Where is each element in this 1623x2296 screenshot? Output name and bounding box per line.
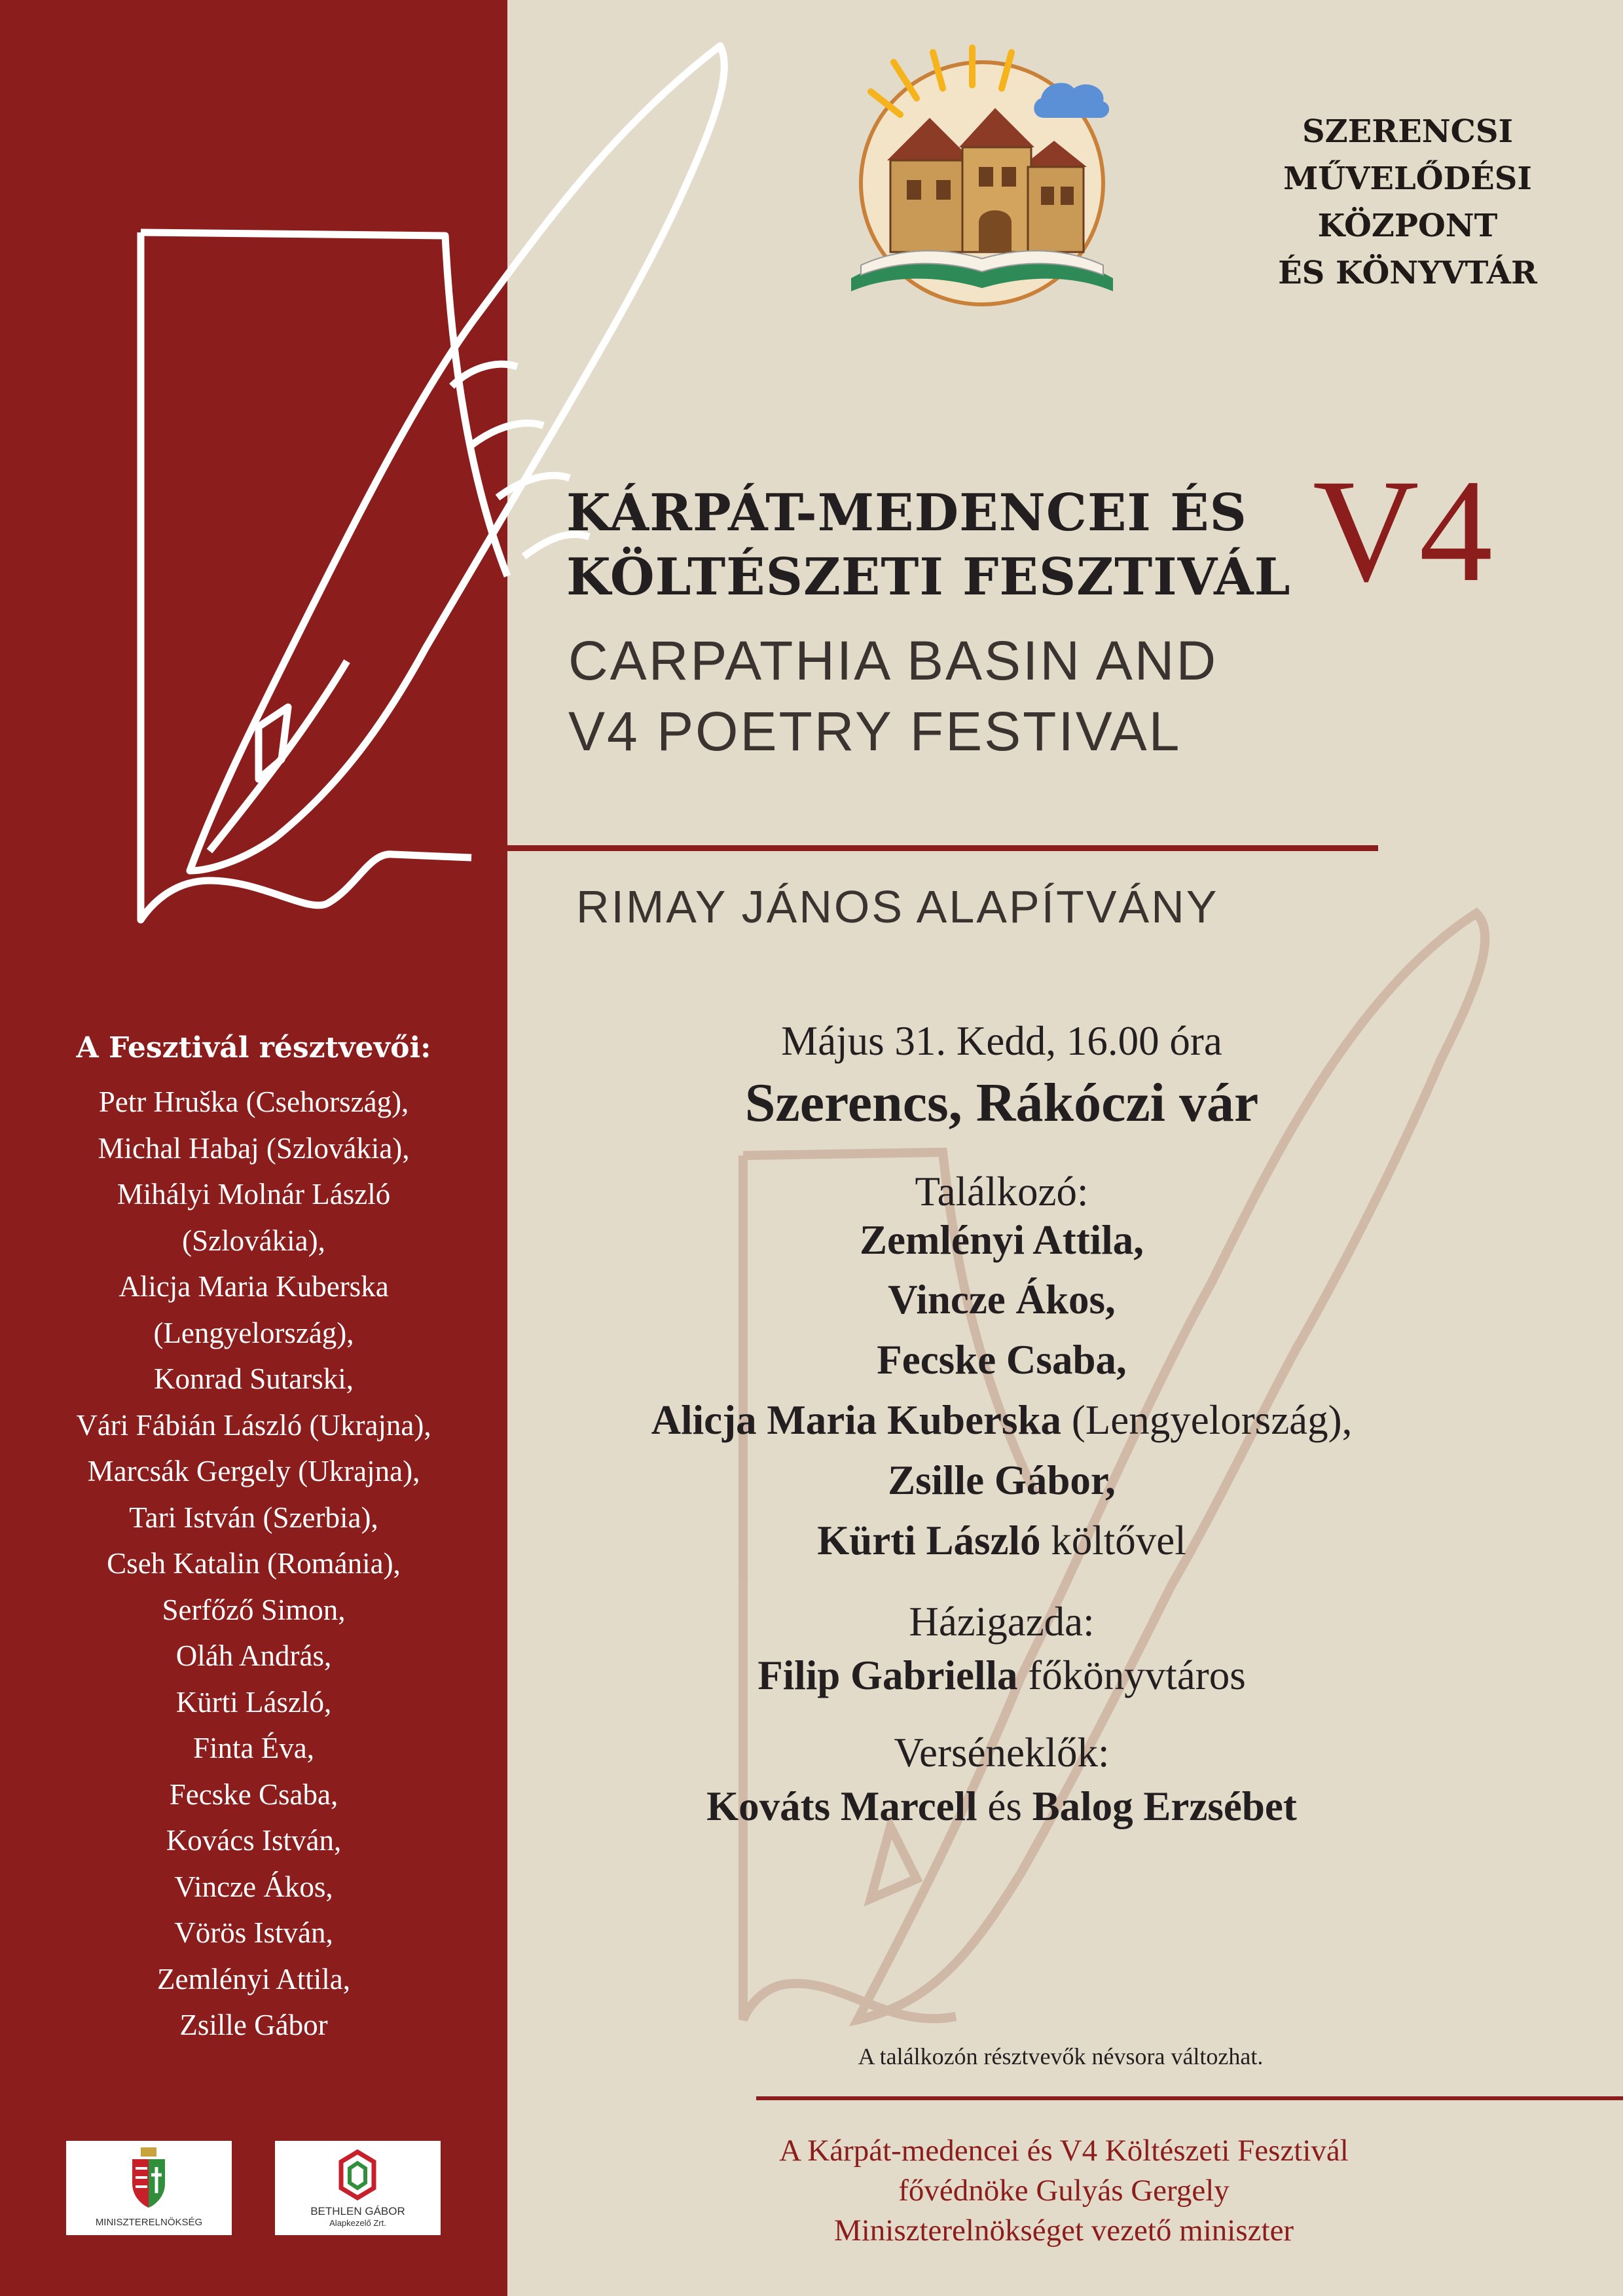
participant: (Lengyelország), (153, 1316, 354, 1349)
bethlen-caption: BETHLEN GÁBOR (310, 2205, 405, 2217)
v4-mark: V4 (1313, 448, 1493, 612)
change-note: A találkozón résztvevők névsora változhat. (858, 2043, 1264, 2069)
participant: Zsille Gábor (179, 2009, 328, 2041)
participants-title: A Fesztivál résztvevői: (76, 1031, 431, 1065)
participant: Vincze Ákos, (174, 1870, 333, 1903)
host (563, 1648, 1440, 1703)
singers-and: és (977, 1783, 1032, 1829)
title-en-line: V4 POETRY FESTIVAL (568, 701, 1182, 762)
bethlen-logo (275, 2141, 441, 2235)
title-hu-line: KÖLTÉSZETI FESZTIVÁL (566, 547, 1291, 607)
meeting-kurti-suffix: költővel (1040, 1518, 1186, 1563)
host-name: Filip Gabriella (757, 1652, 1018, 1698)
bethlen-emblem-icon (338, 2149, 377, 2201)
patron-text (704, 2131, 1424, 2251)
meeting-kuberska-country: (Lengyelország), (1061, 1397, 1353, 1443)
participant: Marcsák Gergely (Ukrajna), (87, 1455, 420, 1487)
participant: Tari István (Szerbia), (129, 1501, 378, 1534)
organizer-line: MŰVELŐDÉSI KÖZPONT (1283, 160, 1532, 244)
participant: Zemlényi Attila, (157, 1962, 350, 1995)
divider (756, 2096, 1623, 2100)
event-date: Május 31. Kedd, 16.00 óra (781, 1018, 1222, 1064)
patron-line: A Kárpát-medencei és V4 Költészeti Fesztivál (779, 2134, 1349, 2168)
participant: Cseh Katalin (Románia), (107, 1547, 401, 1580)
singer-name: Balog Erzsébet (1032, 1783, 1297, 1829)
ministry-caption: MINISZTERELNÖKSÉG (95, 2217, 203, 2228)
participant: Finta Éva, (193, 1732, 314, 1764)
organizer-name (1211, 108, 1604, 297)
meeting-kurti-name: Kürti László (817, 1518, 1041, 1563)
host-label: Házigazda: (909, 1599, 1095, 1645)
participant: Alicja Maria Kuberska (119, 1270, 389, 1303)
organizer-line: ÉS KÖNYVTÁR (1278, 255, 1537, 291)
participant: Mihályi Molnár László (117, 1178, 391, 1211)
title-en-line: CARPATHIA BASIN AND (568, 630, 1218, 691)
festival-title-hu (566, 481, 1290, 610)
singers-label: Verséneklők: (894, 1730, 1110, 1776)
participant: Michal Habaj (Szlovákia), (98, 1131, 410, 1165)
bethlen-subcaption: Alapkezelő Zrt. (329, 2218, 386, 2228)
meeting-kuberska-name: Alicja Maria Kuberska (651, 1397, 1062, 1443)
title-hu-line: KÁRPÁT-MEDENCEI ÉS (566, 483, 1247, 543)
participant: Oláh András, (175, 1639, 332, 1672)
organizer-line: SZERENCSI (1302, 113, 1513, 150)
coat-of-arms-icon (129, 2147, 168, 2210)
participant: Fecske Csaba, (169, 1777, 338, 1811)
participant: (Szlovákia), (182, 1224, 325, 1257)
event-venue: Szerencs, Rákóczi vár (744, 1072, 1259, 1133)
patron-line: fővédnöke Gulyás Gergely (898, 2174, 1230, 2208)
participant: Vári Fábián László (Ukrajna), (76, 1408, 431, 1442)
meeting-name-kurti (563, 1510, 1440, 1571)
meeting-name: Zsille Gábor, (888, 1457, 1116, 1503)
host-role: főkönyvtáros (1017, 1652, 1246, 1698)
participant: Kürti László, (175, 1685, 332, 1719)
divider (507, 845, 1378, 851)
participants-list (0, 1079, 507, 2049)
event-details (563, 1018, 1440, 1834)
meeting-label: Találkozó: (915, 1169, 1089, 1214)
participant: Serfőző Simon, (162, 1593, 346, 1626)
participant: Kovács István, (166, 1824, 342, 1857)
participant: Konrad Sutarski, (154, 1362, 354, 1395)
meeting-name-kuberska (563, 1390, 1440, 1450)
participant: Vörös István, (174, 1916, 333, 1949)
meeting-name: Zemlényi Attila, (860, 1217, 1144, 1263)
foundation-name: RIMAY JÁNOS ALAPÍTVÁNY (576, 881, 1219, 932)
singers (563, 1779, 1440, 1834)
meeting-name: Fecske Csaba, (877, 1337, 1127, 1383)
meeting-name: Vincze Ákos, (888, 1277, 1116, 1322)
szerencs-library-logo (845, 36, 1120, 311)
ministry-logo (66, 2141, 232, 2235)
patron-line: Miniszterelnökséget vezető miniszter (833, 2214, 1294, 2248)
singer-name: Kováts Marcell (706, 1783, 977, 1829)
festival-title-en (568, 625, 1218, 767)
participant: Petr Hruška (Csehország), (98, 1085, 409, 1118)
